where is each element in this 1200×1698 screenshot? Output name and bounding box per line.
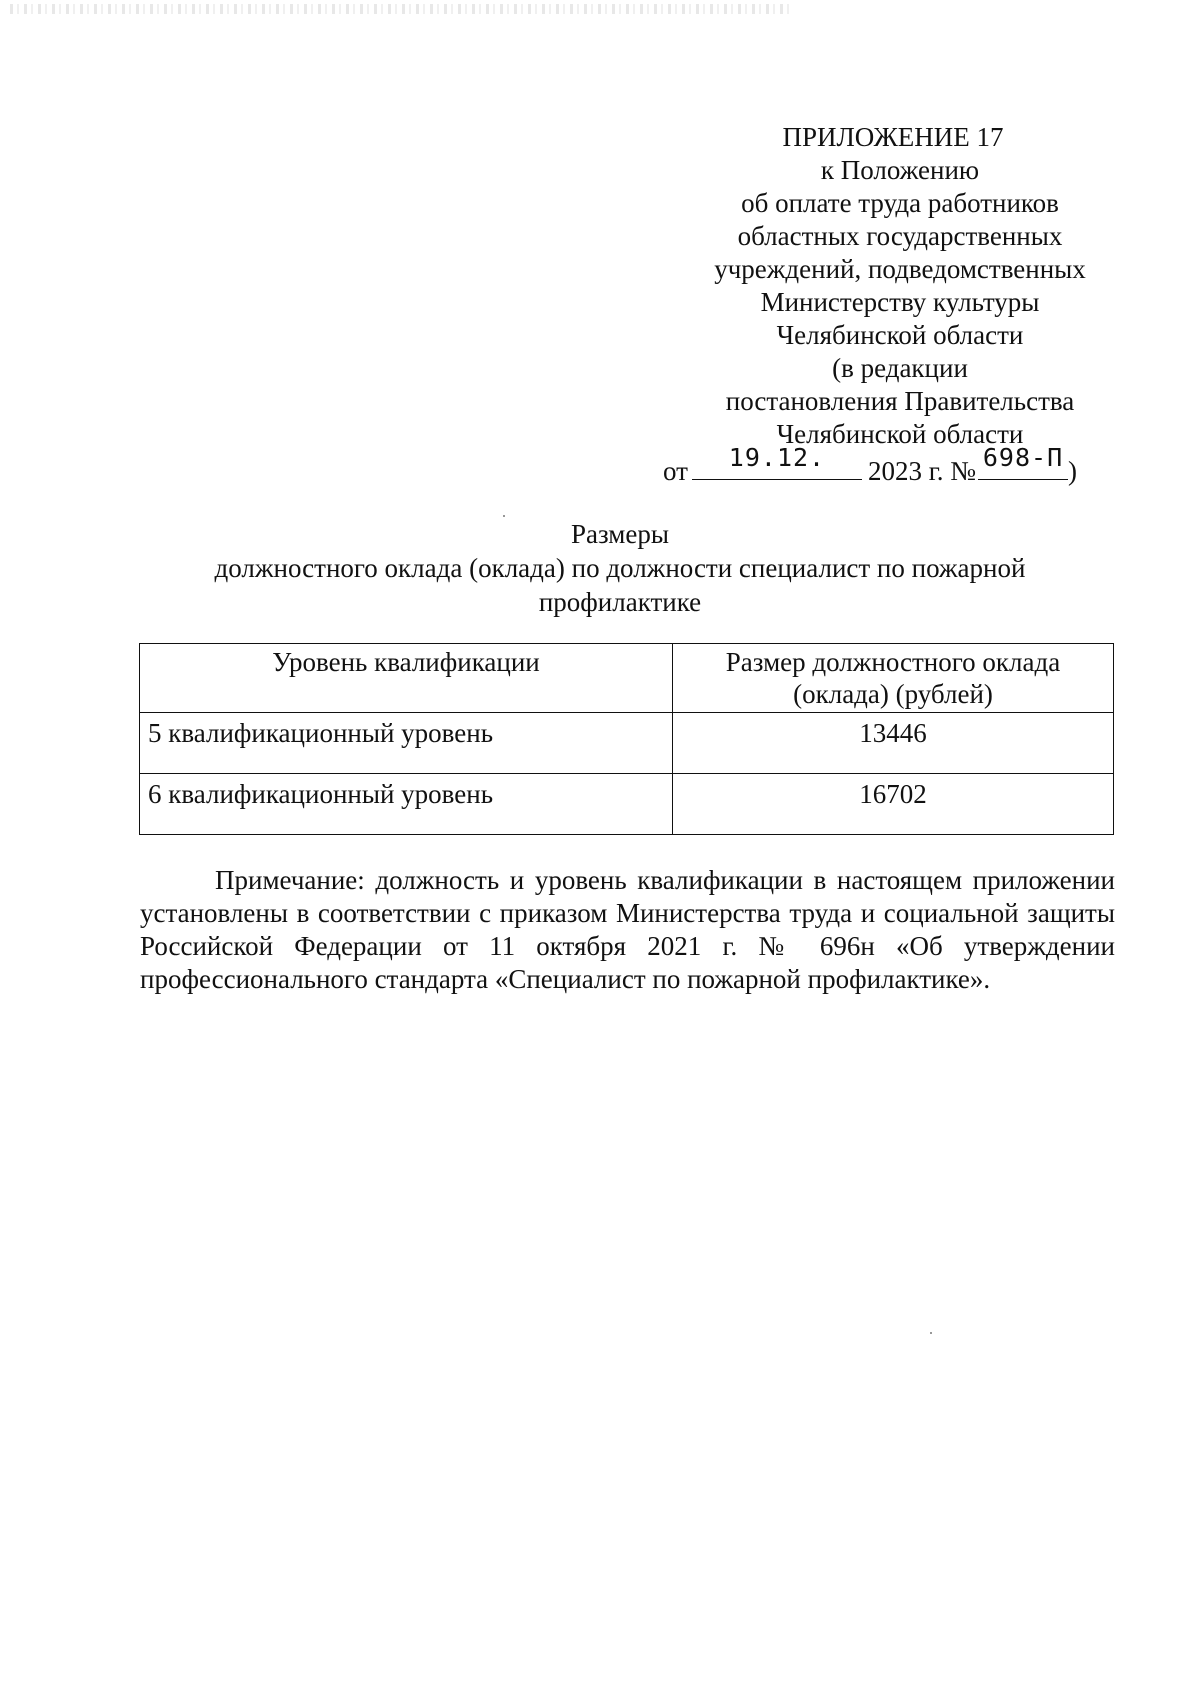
number-blank (978, 443, 1068, 480)
annex-title: ПРИЛОЖЕНИЕ 17 (782, 122, 1004, 152)
table-row (140, 713, 1114, 774)
annex-line: (в редакции (832, 353, 968, 383)
header-qualification-level: Уровень квалификации (140, 644, 673, 713)
from-prefix: от (663, 456, 688, 486)
salary-table (139, 643, 1114, 835)
table-header-row (140, 644, 1114, 713)
date-blank (692, 443, 862, 480)
filled-number: 698-П (982, 443, 1064, 472)
note-paragraph: Примечание: должность и уровень квалификации в настоящем приложении установлены в соответствии с приказом Министерства труда и социальной защиты Российской Федерации от 11 октября 2021 г. № 696н «Об утверждении профессионального стандарта «Специалист по пожарной профилактике». (140, 865, 1115, 994)
annex-line: Министерству культуры (760, 287, 1040, 317)
annex-line: к Положению (820, 155, 980, 185)
scan-artifact (10, 4, 790, 14)
annex-block (640, 121, 1160, 487)
heading-line-2: должностного оклада (оклада) по должности специалист по пожарной (214, 553, 1026, 583)
heading-line-3: профилактике (538, 587, 702, 617)
cell-salary: 16702 (673, 774, 1114, 835)
document-heading (140, 517, 1100, 619)
cell-salary: 13446 (673, 713, 1114, 774)
scan-speck (503, 515, 505, 517)
annex-line: учреждений, подведомственных (714, 254, 1086, 284)
filled-date: 19.12. (728, 443, 826, 472)
annex-line: постановления Правительства (725, 386, 1075, 416)
annex-line: об оплате труда работников (741, 188, 1059, 218)
header-salary-amount: Размер должностного оклада (оклада) (рублей) (673, 644, 1114, 713)
year-number-label: 2023 г. № (867, 456, 976, 486)
scan-speck (930, 1332, 932, 1334)
annex-line: областных государственных (737, 221, 1063, 251)
heading-line-1: Размеры (571, 519, 669, 549)
annex-line: Челябинской области (776, 320, 1024, 350)
annex-line: Челябинской области (776, 419, 1024, 449)
table-row (140, 774, 1114, 835)
resolution-reference (610, 443, 1130, 487)
closing-paren: ) (1068, 456, 1077, 486)
cell-level: 6 квалификационный уровень (140, 774, 673, 835)
cell-level: 5 квалификационный уровень (140, 713, 673, 774)
